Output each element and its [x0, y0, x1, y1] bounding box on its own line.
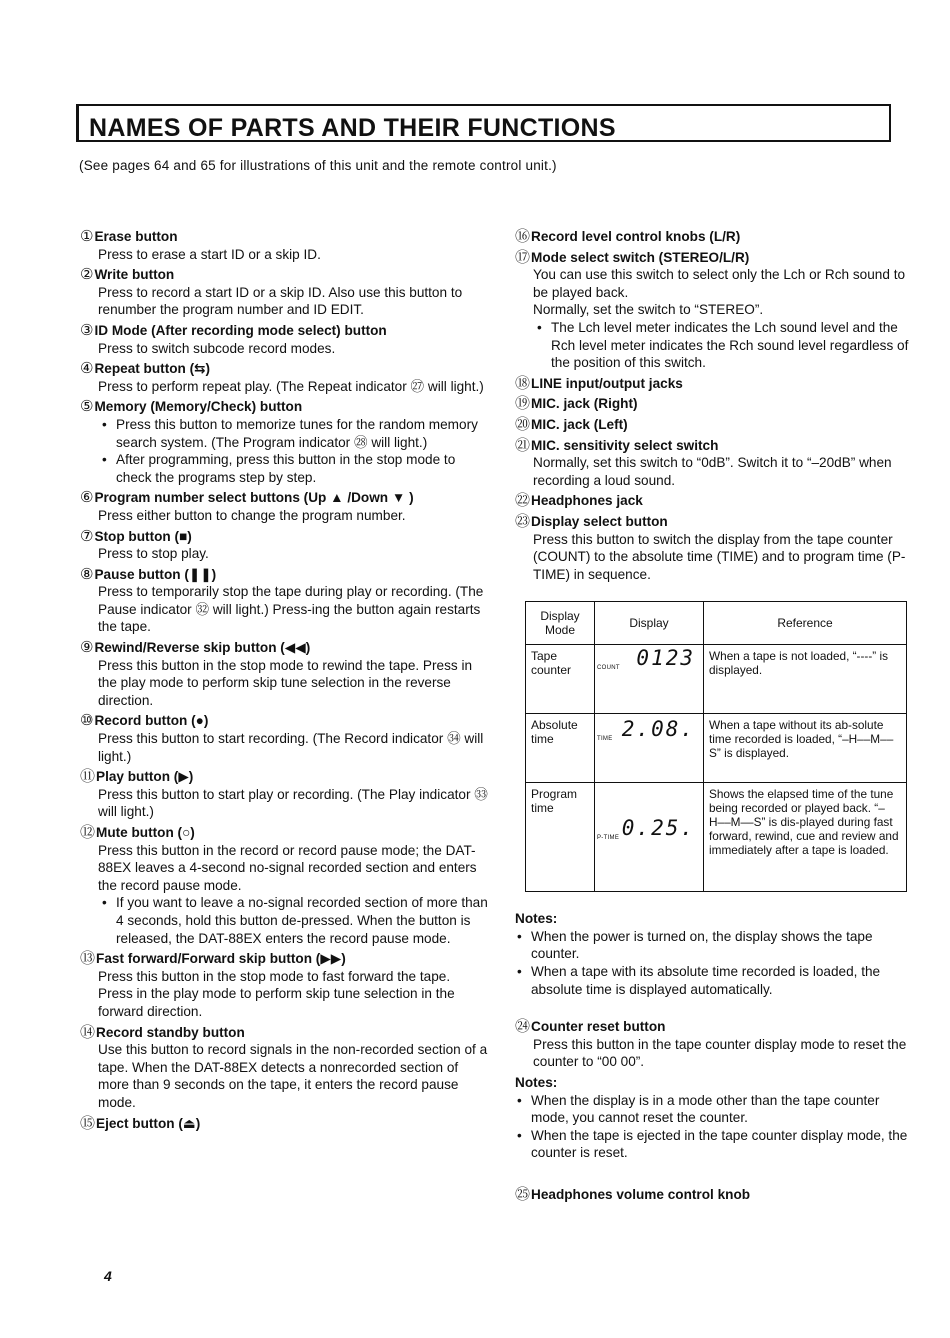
item-heading: Fast forward/Forward skip button (▶▶): [96, 951, 346, 967]
item-head: [80, 398, 488, 416]
page-number: 4: [104, 1268, 112, 1284]
item-number: ⑱: [515, 374, 531, 392]
item-heading: MIC. jack (Right): [531, 396, 638, 412]
parts-item: [515, 249, 910, 372]
item-heading: Counter reset button: [531, 1019, 666, 1035]
item-number: ⑬: [80, 950, 96, 968]
table-row: [526, 714, 907, 783]
item-heading: Erase button: [94, 229, 178, 244]
item-number: ⑩: [80, 712, 94, 730]
item-body-extra: Normally, set the switch to “STEREO”.: [533, 302, 764, 318]
item-heading: MIC. sensitivity select switch: [531, 437, 719, 453]
item-number: ⑤: [80, 398, 94, 416]
parts-item: [515, 492, 910, 510]
right-column: [515, 228, 910, 1207]
notes-list: [515, 1092, 910, 1162]
item-number: ②: [80, 266, 94, 284]
table-header-row: [526, 602, 907, 645]
item-heading: Play button (▶): [96, 769, 194, 785]
subtitle: (See pages 64 and 65 for illustrations of this unit and the remote control unit.): [79, 158, 557, 173]
mode-cell: Program time: [526, 783, 595, 892]
parts-item: [80, 566, 488, 636]
parts-item: [80, 824, 488, 947]
item-heading: Eject button (⏏): [96, 1115, 201, 1131]
header-display: Display: [595, 602, 704, 645]
item-head: [515, 395, 910, 413]
item-heading: Record standby button: [96, 1024, 245, 1040]
item-heading: Mute button (○): [96, 825, 195, 840]
item-number: ⑪: [80, 768, 96, 786]
item-head: [80, 1024, 488, 1042]
header-reference: Reference: [704, 602, 907, 645]
item-head: [80, 322, 488, 340]
item-heading: Headphones volume control knob: [531, 1187, 751, 1202]
display-mode-tag: P-TIME: [597, 835, 620, 842]
item-head: [80, 824, 488, 842]
display-mode-tag: COUNT: [597, 665, 620, 672]
right-items: [515, 228, 910, 583]
parts-item: [80, 768, 488, 821]
item-heading: Headphones jack: [531, 493, 643, 509]
parts-item: [80, 712, 488, 765]
reference-cell: Shows the elapsed time of the tune being recorded or played back. “–H––M––S” is dis-played during fast forward, rewind, cue and review and immediately after a tape is loaded.: [704, 783, 907, 892]
header-display-mode: Display Mode: [526, 602, 595, 645]
item-head: [80, 566, 488, 584]
note-item: • When the display is in a mode other than the tape counter mode, you cannot reset the counter.: [515, 1092, 910, 1127]
item-heading: ID Mode (After recording mode select) button: [94, 322, 387, 338]
parts-item: [80, 639, 488, 709]
display-cell: [595, 645, 704, 714]
item-head: [515, 437, 910, 455]
note-item: • When a tape with its absolute time recorded is loaded, the absolute time is displayed automatically.: [515, 963, 910, 998]
item-body: Press this button to start play or recording. (The Play indicator ㉝ will light.): [98, 786, 488, 820]
item-body: Press to switch subcode record modes.: [98, 340, 336, 356]
left-column: [80, 228, 488, 1135]
mode-cell: Absolute time: [526, 714, 595, 783]
parts-item: [80, 950, 488, 1020]
item-number: ㉑: [515, 436, 531, 454]
item-heading: LINE input/output jacks: [531, 375, 683, 391]
item-body: You can use this switch to select only the Lch or Rch sound to be played back.: [533, 267, 906, 300]
display-cell: [595, 714, 704, 783]
item-heading: Display select button: [531, 513, 668, 529]
item-heading: Record level control knobs (L/R): [531, 229, 741, 244]
item-number: ⑰: [515, 248, 531, 266]
item-head: [80, 950, 488, 968]
item-head: [80, 712, 488, 730]
item-number: ㉒: [515, 492, 531, 510]
item-number: ㉔: [515, 1018, 531, 1036]
item-25: [515, 1186, 910, 1204]
item-head: [515, 228, 910, 246]
notes-section-1: [515, 910, 910, 998]
page-title: NAMES OF PARTS AND THEIR FUNCTIONS: [89, 114, 616, 142]
parts-item: [80, 360, 488, 395]
item-head: [80, 266, 488, 284]
reference-cell: When a tape without its ab-solute time recorded is loaded, “–H––M––S” is displayed.: [704, 714, 907, 783]
parts-item: [80, 489, 488, 524]
item-number: ⑯: [515, 228, 531, 245]
item-number: ①: [80, 228, 94, 245]
mode-cell: Tape counter: [526, 645, 595, 714]
item-bullets: [515, 319, 910, 372]
item-number: ⑭: [80, 1023, 96, 1041]
item-body: Press either button to change the program number.: [98, 507, 406, 523]
bullet-item: • If you want to leave a no-signal recorded section of more than 4 seconds, hold this button de-pressed. When the button is released, the DAT-88EX enters the record pause mode.: [100, 894, 488, 947]
item-heading: Stop button (■): [94, 528, 192, 544]
lcd-readout: 2.08.: [621, 717, 695, 742]
parts-item: [515, 375, 910, 393]
lcd-readout: 0123: [636, 646, 695, 671]
notes-section-2: [515, 1074, 910, 1162]
display-cell: [595, 783, 704, 892]
reference-cell: When a tape is not loaded, “----” is displayed.: [704, 645, 907, 714]
item-number: ⑥: [80, 489, 94, 507]
parts-item: [515, 513, 910, 583]
table-row: [526, 783, 907, 892]
parts-item: [515, 395, 910, 413]
item-heading: Rewind/Reverse skip button (◀◀): [94, 640, 311, 656]
item-number: ⑲: [515, 395, 531, 413]
item-number: ㉓: [515, 512, 531, 530]
item-body: Press to perform repeat play. (The Repeat indicator ㉗ will light.): [98, 378, 484, 394]
item-head: [80, 228, 488, 246]
item-heading: Pause button (❚❚): [94, 566, 217, 582]
item-head: [515, 416, 910, 434]
parts-item: [515, 228, 910, 246]
note-item: • When the tape is ejected in the tape counter display mode, the counter is reset.: [515, 1127, 910, 1162]
item-body: Press this button in the record or record pause mode; the DAT-88EX leaves a 4-second no-signal recorded section and enters the record pause mode.: [98, 842, 477, 893]
item-body: Press this button to start recording. (The Record indicator ㉞ will light.): [98, 731, 484, 764]
item-body: Press to stop play.: [98, 546, 209, 562]
item-body: Press this button in the stop mode to rewind the tape. Press in the play mode to perform skip tune selection in the reverse direction.: [98, 657, 473, 708]
item-body: Press to record a start ID or a skip ID. Also use this button to renumber the program number and ID EDIT.: [98, 284, 463, 318]
item-heading: Mode select switch (STEREO/L/R): [531, 249, 750, 265]
item-head: [80, 528, 488, 546]
item-head: [80, 1115, 488, 1133]
parts-item: [80, 1115, 488, 1133]
item-heading: Memory (Memory/Check) button: [94, 399, 303, 415]
item-heading: MIC. jack (Left): [531, 416, 628, 432]
item-bullets: [80, 416, 488, 486]
item-number: ⑫: [80, 824, 96, 841]
item-number: ⑳: [515, 415, 531, 433]
item-head: [80, 768, 488, 786]
item-head: [80, 639, 488, 657]
display-mode-table: [525, 601, 907, 892]
item-heading: Record button (●): [94, 713, 209, 729]
parts-item: [515, 437, 910, 490]
parts-item: [515, 416, 910, 434]
item-body: Press this button to switch the display from the tape counter (COUNT) to the absolute time (TIME) and to program time (P-TIME) in sequence.: [533, 531, 906, 582]
parts-item: [80, 322, 488, 357]
parts-item: [80, 398, 488, 486]
parts-item: [80, 528, 488, 563]
bullet-item: • The Lch level meter indicates the Lch sound level and the Rch level meter indicates the Rch sound level regardless of the position of this switch.: [535, 319, 910, 372]
item-head: [80, 360, 488, 378]
parts-item: [80, 1024, 488, 1112]
item-body: Press to erase a start ID or a skip ID.: [98, 246, 321, 262]
parts-item: [80, 266, 488, 319]
item-number: ③: [80, 321, 94, 339]
notes-title: Notes:: [515, 911, 558, 927]
item-body: Press to temporarily stop the tape during play or recording. (The Pause indicator ㉜ will light.) Press-ing the button again restarts the tape.: [98, 584, 484, 635]
item-body: Use this button to record signals in the non-recorded section of a tape. When the DAT-88EX detects a nonrecorded section of more than 9 seconds on the tape, it enters the record pause mode.: [98, 1042, 488, 1110]
item-bullets: [80, 894, 488, 947]
title-box: [76, 104, 891, 142]
item-number: ㉕: [515, 1186, 531, 1203]
item-head: [515, 492, 910, 510]
item-number: ⑮: [80, 1114, 96, 1132]
item-number: ④: [80, 360, 94, 378]
notes-list: [515, 928, 910, 998]
item-heading: Repeat button (⇆): [94, 361, 211, 377]
item-number: ⑨: [80, 639, 94, 657]
item-heading: Write button: [94, 267, 175, 283]
item-head: [80, 489, 488, 507]
item-body: Normally, set this switch to “0dB”. Switch it to “–20dB” when recording a loud sound.: [533, 455, 892, 488]
item-head: [515, 249, 910, 267]
table-row: [526, 645, 907, 714]
item-number: ⑦: [80, 527, 94, 545]
bullet-item: • After programming, press this button in the stop mode to check the programs step by step.: [100, 451, 488, 486]
display-mode-tag: TIME: [597, 736, 613, 743]
item-head: [515, 513, 910, 531]
lcd-readout: 0.25.: [621, 816, 695, 841]
item-number: ⑧: [80, 565, 94, 583]
notes-title: Notes:: [515, 1075, 558, 1091]
item-heading: Program number select buttons (Up ▲ /Down ▼ ): [94, 490, 414, 506]
note-item: • When the power is turned on, the display shows the tape counter.: [515, 928, 910, 963]
bullet-item: • Press this button to memorize tunes for the random memory search system. (The Program indicator ㉘ will light.): [100, 416, 488, 451]
item-24: [515, 1018, 910, 1071]
item-body: Press this button in the tape counter display mode to reset the counter to “00 00”.: [533, 1036, 907, 1070]
parts-item: [80, 228, 488, 263]
item-head: [515, 375, 910, 393]
item-body: Press this button in the stop mode to fast forward the tape. Press in the play mode to perform skip tune selection in the forward direction.: [98, 968, 455, 1019]
